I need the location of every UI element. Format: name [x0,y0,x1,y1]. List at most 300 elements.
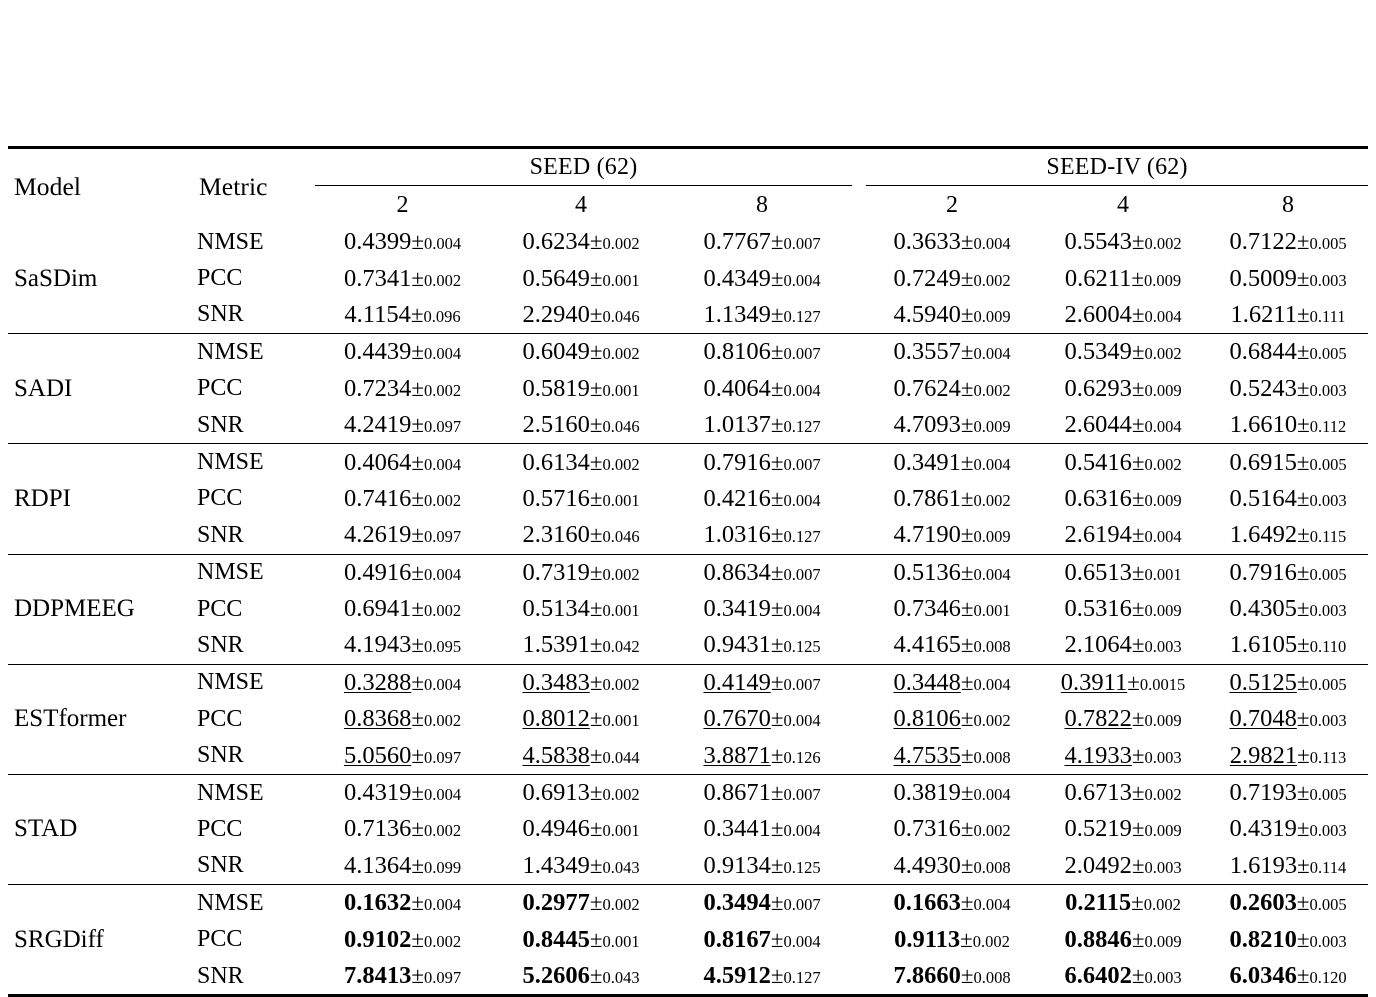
metric-error: 0.009 [973,417,1011,437]
metric-value-cell [1208,444,1368,481]
metric-value: 0.7193 [1229,779,1297,807]
metric-value-cell [672,701,852,737]
metric-error: 0.001 [602,931,640,951]
metric-error: 0.004 [423,234,462,254]
metric-value-cell [1038,811,1208,847]
metric-value-cell [672,811,852,847]
plus-minus-sign: ± [1131,339,1145,365]
plus-minus-sign: ± [960,596,974,622]
metric-value: 2.3160 [522,521,590,549]
column-spacer [301,444,315,481]
plus-minus-sign: ± [960,301,974,327]
metric-error: 0.002 [973,711,1011,731]
metric-error: 0.005 [1309,674,1347,694]
plus-minus-sign: ± [960,339,974,365]
plus-minus-sign: ± [589,265,603,291]
plus-minus-sign: ± [770,742,784,768]
metric-error: 0.003 [1144,747,1182,767]
metric-value-cell [1208,297,1368,334]
column-spacer [301,737,315,774]
plus-minus-sign: ± [589,485,603,511]
metric-value-cell [1208,885,1368,922]
metric-error: 0.004 [973,454,1011,474]
column-spacer [301,811,315,847]
metric-error: 0.046 [602,527,640,547]
column-spacer [852,627,866,664]
subheader-spacer-mid [852,186,866,225]
metric-error: 0.002 [602,674,640,694]
metric-error: 0.004 [783,490,821,510]
metric-value: 0.3448 [893,668,961,696]
metric-value-cell [866,701,1038,737]
metric-error: 0.002 [972,931,1010,951]
column-spacer [852,554,866,591]
column-spacer [852,811,866,847]
metric-error: 0.112 [1309,417,1347,437]
plus-minus-sign: ± [960,229,974,255]
table-row [8,554,1368,591]
metric-value: 0.6913 [522,779,590,807]
plus-minus-sign: ± [589,339,603,365]
metric-value: 0.8368 [343,705,412,733]
table-row [8,334,1368,371]
plus-minus-sign: ± [589,375,603,401]
metric-value: 6.0346 [1229,962,1297,989]
metric-value-cell [1208,224,1368,260]
column-spacer [852,260,866,296]
metric-value-cell [315,958,490,994]
metric-value-cell [490,334,672,371]
table-row [8,591,1368,627]
metric-value: 0.7916 [1229,558,1297,586]
table-row [8,371,1368,407]
metric-value-cell [315,554,490,591]
metric-value-cell [490,554,672,591]
metric-value: 0.3819 [893,779,961,807]
metric-value: 1.6105 [1229,631,1298,659]
plus-minus-sign: ± [589,522,603,548]
metric-error: 0.007 [783,674,821,694]
metric-value-cell [490,371,672,407]
metric-name: NMSE [197,669,264,696]
column-spacer [301,848,315,885]
plus-minus-sign: ± [589,632,603,658]
plus-minus-sign: ± [770,963,784,988]
metric-value-cell [866,921,1038,957]
table-row [8,627,1368,664]
plus-minus-sign: ± [960,559,974,585]
metric-value: 0.4319 [343,779,412,807]
metric-value: 2.9821 [1229,741,1298,769]
metric-error: 0.043 [602,857,640,877]
metric-value-cell [866,774,1038,811]
plus-minus-sign: ± [1296,596,1310,622]
header-group-seed-iv: SEED-IV (62) [866,149,1368,186]
plus-minus-sign: ± [1296,706,1310,732]
metric-error: 0.127 [783,968,821,987]
metric-value-cell [672,407,852,444]
metric-value-cell [672,260,852,296]
metric-error: 0.003 [1309,490,1347,510]
column-spacer [852,774,866,811]
metric-value: 0.4216 [703,484,771,512]
plus-minus-sign: ± [411,963,424,988]
metric-value-cell [315,848,490,885]
column-spacer [852,921,866,957]
column-spacer [852,297,866,334]
metric-value: 1.5391 [522,631,590,659]
metric-value-cell [1208,591,1368,627]
metric-error: 0.002 [1143,895,1181,915]
metric-value: 0.8671 [703,779,771,807]
model-name-ddpmeeg: DDPMEEG [8,554,193,664]
table-row [8,444,1368,481]
metric-value: 0.7249 [893,264,961,292]
metric-value: 0.5349 [1064,338,1132,366]
metric-value-cell [315,517,490,554]
metric-value-cell [490,517,672,554]
metric-name: NMSE [197,889,264,916]
metric-name: PCC [197,485,243,512]
metric-value: 0.8106 [703,338,771,366]
metric-value-cell [866,958,1038,994]
metric-value: 4.2619 [343,521,412,549]
plus-minus-sign: ± [589,926,603,952]
subheader-seediv-2: 2 [946,191,959,218]
metric-error: 0.002 [1144,344,1182,364]
metric-value: 0.6211 [1064,264,1132,292]
column-spacer [301,334,315,371]
metric-value-cell [1038,481,1208,517]
plus-minus-sign: ± [411,485,424,511]
metric-error: 0.007 [783,344,821,364]
metric-value-cell [866,407,1038,444]
metric-error: 0.008 [973,637,1011,657]
metric-error: 0.004 [1144,417,1182,437]
metric-error: 0.002 [423,711,462,731]
metric-error: 0.043 [602,968,640,987]
metric-value-cell [490,297,672,334]
column-spacer [301,517,315,554]
metric-value: 0.7416 [343,484,412,512]
metric-error: 0.002 [973,821,1011,841]
metric-value-cell [490,481,672,517]
metric-value: 0.4319 [1229,815,1297,843]
metric-value-cell [315,774,490,811]
plus-minus-sign: ± [1131,963,1145,988]
metric-name: NMSE [197,338,264,365]
metric-value: 0.1632 [343,889,412,917]
metric-value-cell [490,701,672,737]
plus-minus-sign: ± [589,412,603,438]
table-row [8,701,1368,737]
metric-value: 0.9113 [894,925,961,953]
plus-minus-sign: ± [589,816,603,842]
metric-value: 0.4149 [703,668,771,696]
metric-value-cell [866,737,1038,774]
column-spacer [301,297,315,334]
metric-value: 0.9102 [343,925,412,953]
metric-name: NMSE [197,779,264,806]
metric-value-cell [672,921,852,957]
metric-name: SNR [197,962,244,989]
metric-value-cell [672,737,852,774]
metric-error: 0.097 [423,747,462,767]
metric-value-cell [866,811,1038,847]
metric-value: 1.0316 [703,521,771,549]
plus-minus-sign: ± [770,596,784,622]
metric-value-cell [1038,407,1208,444]
results-table-container [8,146,1368,997]
subheader-seediv-4: 4 [1117,191,1130,218]
metric-value-cell [672,517,852,554]
metric-error: 0.007 [783,564,821,584]
metric-value-cell [672,297,852,334]
metric-error: 0.001 [602,380,640,400]
metric-error: 0.002 [973,490,1011,510]
plus-minus-sign: ± [1131,229,1145,255]
plus-minus-sign: ± [1131,596,1145,622]
metric-value: 7.8660 [893,962,961,989]
metric-value: 2.6194 [1064,521,1132,549]
metric-value-cell [1038,885,1208,922]
plus-minus-sign: ± [1131,742,1145,768]
plus-minus-sign: ± [770,485,784,511]
metric-value-cell [315,591,490,627]
metric-value-cell [490,591,672,627]
header-spacer-mid [852,149,866,186]
plus-minus-sign: ± [1297,632,1310,658]
subheader-seed-4: 4 [575,191,587,218]
metric-value-cell [315,811,490,847]
column-spacer [852,517,866,554]
table-row [8,921,1368,957]
column-spacer [852,481,866,517]
metric-value-cell [315,627,490,664]
column-spacer [852,371,866,407]
metric-value: 0.6713 [1064,779,1132,807]
metric-value-cell [672,481,852,517]
metric-error: 0.005 [1309,895,1347,915]
metric-name: SNR [193,627,301,664]
metric-value: 0.6293 [1064,374,1132,402]
column-spacer [301,371,315,407]
column-spacer [301,260,315,296]
metric-value-cell [315,701,490,737]
metric-value-cell [1038,517,1208,554]
metric-value-cell [1038,701,1208,737]
plus-minus-sign: ± [1297,522,1310,548]
metric-value: 4.7190 [893,521,961,549]
metric-value-cell [315,921,490,957]
metric-value: 0.8210 [1229,925,1297,953]
metric-value-cell [490,627,672,664]
metric-error: 0.007 [783,454,821,474]
metric-value-cell [1038,371,1208,407]
metric-value: 0.5125 [1229,668,1297,696]
plus-minus-sign: ± [1131,559,1145,585]
metric-value: 2.6044 [1064,411,1132,439]
metric-error: 0.004 [783,931,821,951]
metric-error: 0.004 [973,674,1011,694]
metric-value: 2.0492 [1064,851,1132,879]
metric-value: 0.4305 [1229,595,1297,623]
metric-value-cell [672,444,852,481]
plus-minus-sign: ± [960,816,974,842]
metric-name: SNR [193,517,301,554]
metric-error: 0.125 [783,637,821,657]
model-name-estformer: ESTformer [8,664,193,774]
metric-error: 0.110 [1309,637,1347,657]
metric-value-cell [866,371,1038,407]
metric-error: 0.005 [1309,234,1347,254]
metric-value-cell [315,371,490,407]
metric-error: 0.004 [783,380,821,400]
metric-value-cell [1038,664,1208,701]
column-spacer [852,958,866,994]
table-row [8,224,1368,260]
metric-value-cell [1038,554,1208,591]
plus-minus-sign: ± [1131,706,1145,732]
plus-minus-sign: ± [770,890,784,916]
metric-name: NMSE [197,228,264,255]
subheader-spacer-left [301,186,315,225]
metric-value: 0.4349 [703,264,771,292]
column-spacer [301,481,315,517]
plus-minus-sign: ± [960,780,974,806]
metric-value: 0.6941 [343,595,412,623]
metric-error: 0.003 [1309,711,1347,731]
plus-minus-sign: ± [589,596,603,622]
metric-value: 0.7822 [1064,705,1132,733]
metric-value: 5.0560 [343,741,412,769]
metric-error: 0.002 [423,380,462,400]
metric-value: 0.5819 [522,374,590,402]
plus-minus-sign: ± [411,522,424,548]
metric-name: PCC [197,815,243,842]
metric-value-cell [1038,958,1208,994]
plus-minus-sign: ± [770,926,784,952]
metric-value-cell [866,627,1038,664]
plus-minus-sign: ± [411,265,424,291]
metric-name: PCC [197,375,243,402]
metric-value: 0.6844 [1229,338,1297,366]
metric-error: 0.004 [423,785,462,805]
metric-error: 0.096 [423,306,461,326]
metric-error: 0.002 [973,380,1011,400]
plus-minus-sign: ± [1296,926,1310,952]
plus-minus-sign: ± [1297,742,1310,768]
metric-name: SNR [193,407,301,444]
metric-value-cell [866,444,1038,481]
plus-minus-sign: ± [411,632,424,658]
plus-minus-sign: ± [1296,816,1310,842]
metric-value-cell [1208,848,1368,885]
column-spacer [301,774,315,811]
metric-name: SNR [193,297,301,334]
plus-minus-sign: ± [770,706,784,732]
metric-error: 0.003 [1309,821,1347,841]
metric-value: 0.3911 [1060,668,1128,696]
metric-error: 0.001 [973,601,1011,621]
metric-value: 4.1943 [343,631,412,659]
metric-value-cell [1038,297,1208,334]
metric-value-cell [866,885,1038,922]
metric-value-cell [866,664,1038,701]
plus-minus-sign: ± [589,449,603,475]
metric-error: 0.001 [602,601,640,621]
metric-error: 0.004 [423,454,462,474]
metric-value: 0.6316 [1064,484,1132,512]
metric-value-cell [866,554,1038,591]
column-spacer [301,407,315,444]
metric-value: 1.4349 [522,851,590,879]
metric-value-cell [1038,224,1208,260]
metric-error: 0.004 [783,711,821,731]
metric-value: 0.1663 [893,889,961,917]
plus-minus-sign: ± [411,852,424,878]
plus-minus-sign: ± [411,780,424,806]
metric-error: 0.042 [602,637,640,657]
metric-name: PCC [197,926,243,953]
metric-value-cell [315,885,490,922]
metric-name: NMSE [197,449,264,476]
plus-minus-sign: ± [589,669,603,695]
metric-value: 2.2940 [522,300,590,328]
plus-minus-sign: ± [1131,449,1145,475]
metric-value-cell [1208,517,1368,554]
metric-value-cell [1208,627,1368,664]
metric-value-cell [866,481,1038,517]
metric-value: 0.7346 [893,595,961,623]
metric-error: 0.004 [973,895,1011,915]
plus-minus-sign: ± [770,816,784,842]
metric-value: 1.6610 [1229,411,1298,439]
metric-value-cell [1208,260,1368,296]
metric-error: 0.003 [1309,931,1347,951]
metric-error: 0.003 [1144,968,1182,987]
metric-error: 0.002 [602,234,640,254]
plus-minus-sign: ± [411,412,424,438]
metric-value: 2.1064 [1064,631,1132,659]
model-name-sasdim: SaSDim [8,224,193,334]
metric-error: 0.127 [783,417,821,437]
plus-minus-sign: ± [960,412,974,438]
metric-value-cell [1038,260,1208,296]
metric-error: 0.003 [1144,857,1182,877]
metric-value: 0.2115 [1065,889,1132,917]
metric-value-cell [672,591,852,627]
plus-minus-sign: ± [1131,301,1145,327]
metric-name: NMSE [197,559,264,586]
column-spacer [852,885,866,922]
metric-value: 0.4946 [522,815,590,843]
metric-value: 4.7535 [893,741,961,769]
metric-name: PCC [197,595,243,622]
plus-minus-sign: ± [1297,301,1310,327]
table-row [8,885,1368,922]
metric-value: 0.3494 [703,889,771,917]
metric-value: 4.1154 [344,300,411,328]
plus-minus-sign: ± [589,852,603,878]
metric-value: 0.4064 [343,448,412,476]
metric-value-cell [672,371,852,407]
metric-error: 0.125 [783,857,821,877]
metric-error: 0.002 [602,564,640,584]
metric-value-cell [490,848,672,885]
metric-value: 0.5009 [1229,264,1297,292]
plus-minus-sign: ± [411,890,424,916]
